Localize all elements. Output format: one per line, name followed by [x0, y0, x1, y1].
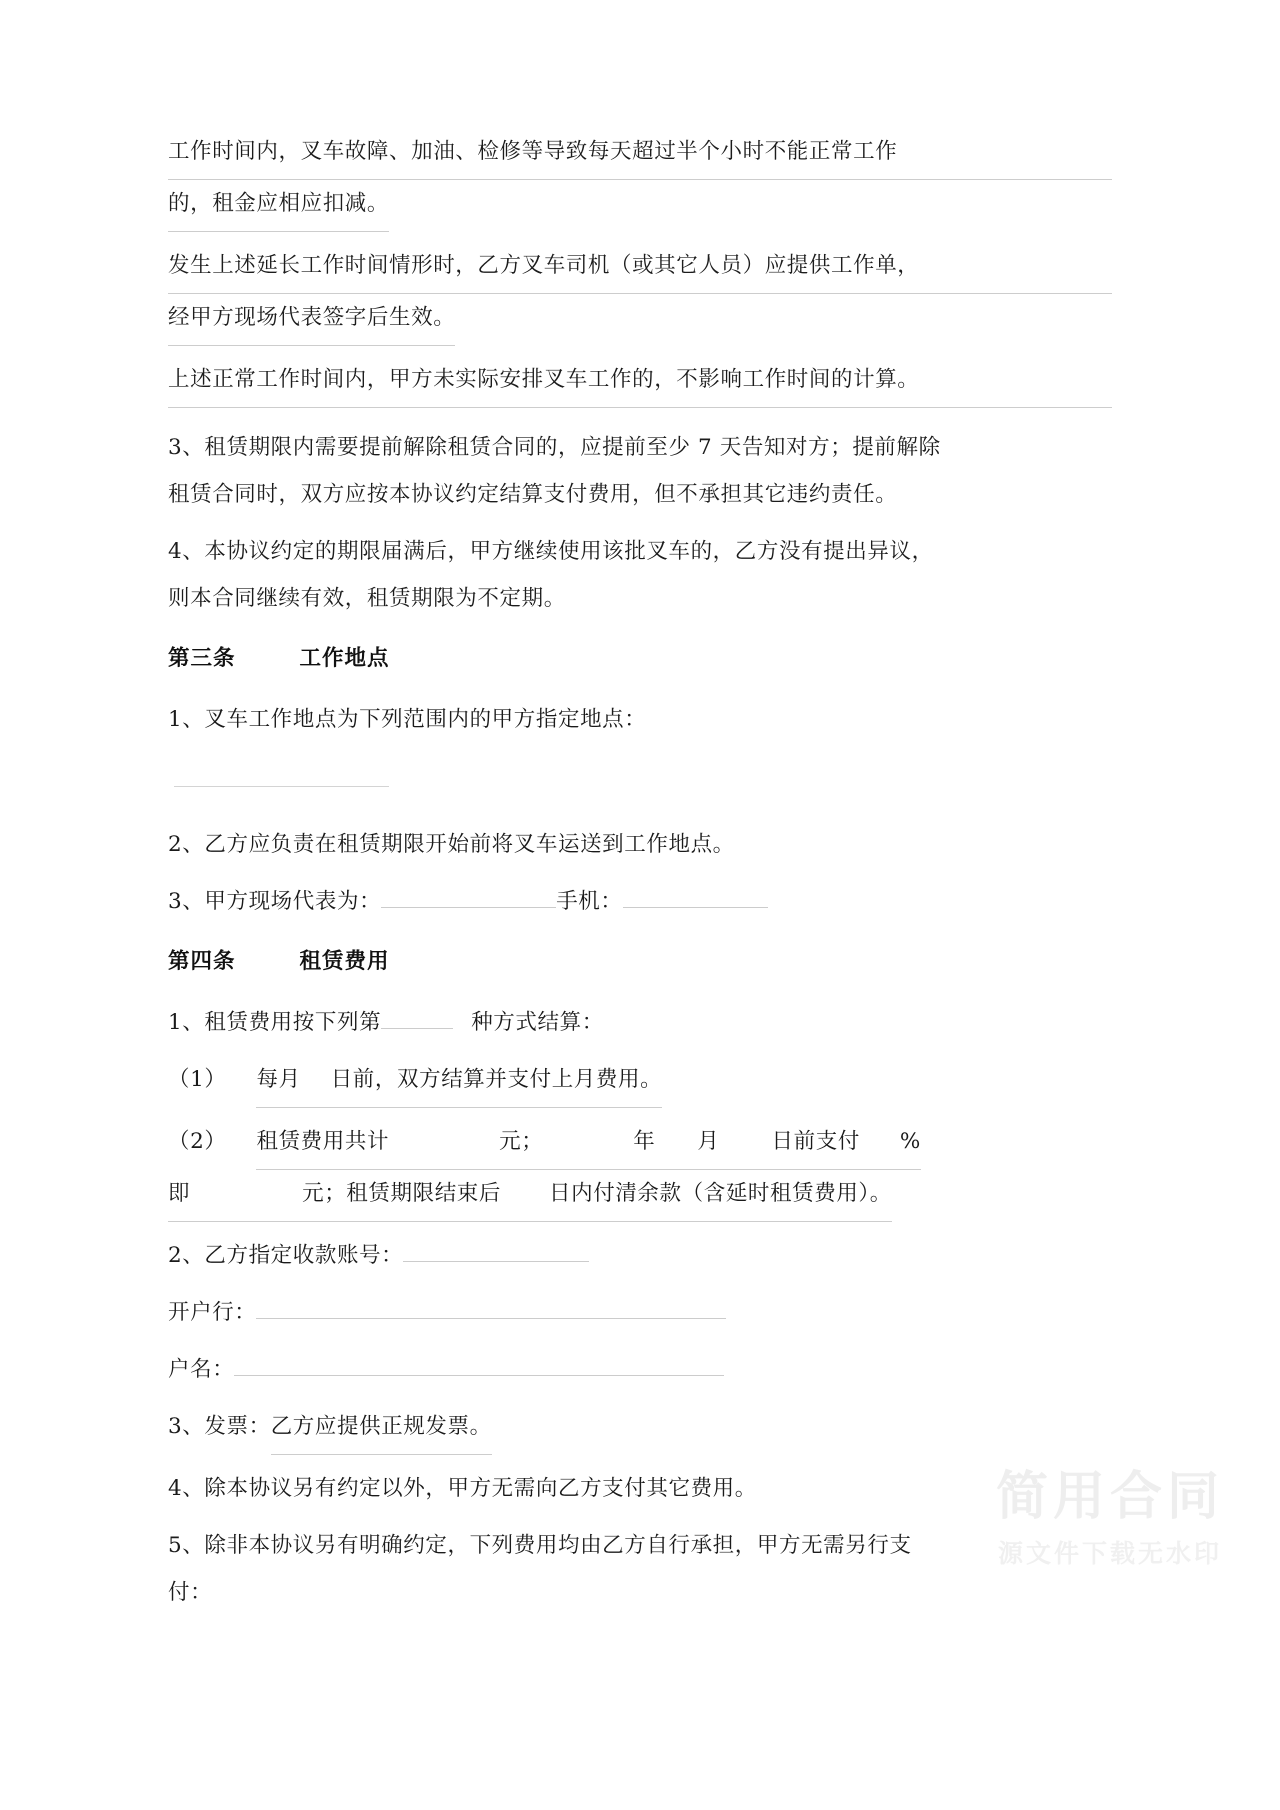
bank-branch-input[interactable]: [256, 1292, 726, 1319]
article-4-item-3: [168, 1403, 1112, 1455]
paragraph-line: 经甲方现场代表签字后生效。: [168, 294, 455, 346]
option-2-total-input[interactable]: [389, 1122, 499, 1148]
article-4-item-1: [168, 999, 1112, 1046]
option-2-unit: 元；: [499, 1129, 544, 1154]
article-4-item-4: 4、除本协议另有约定以外，甲方无需向乙方支付其它费用。: [168, 1476, 757, 1501]
article-4-heading-title: 租赁费用: [299, 949, 390, 974]
bank-branch-label: 开户行：: [168, 1300, 257, 1325]
mobile-phone-label: 手机：: [556, 889, 623, 914]
bank-branch-row: [168, 1289, 1112, 1336]
option-2-line2-text: [168, 1170, 892, 1222]
watermark-subtitle: 源文件下载无水印: [997, 1539, 1222, 1568]
paragraph-line: 上述正常工作时间内，甲方未实际安排叉车工作的，不影响工作时间的计算。: [168, 356, 1112, 408]
paragraph-line: 的，租金应相应扣减。: [168, 180, 389, 232]
article-3-item-3: [168, 878, 1112, 925]
settlement-method-prefix: 1、租赁费用按下列第: [168, 1010, 382, 1035]
article-3-heading-number: 第三条: [168, 646, 236, 671]
article-3-item-2: 2、乙方应负责在租赁期限开始前将叉车运送到工作地点。: [168, 832, 735, 857]
work-location-blank-field[interactable]: [174, 785, 389, 787]
option-2-year-input[interactable]: [543, 1122, 633, 1148]
site-representative-label: 3、甲方现场代表为：: [168, 889, 382, 914]
settlement-method-suffix: 种方式结算：: [471, 1010, 604, 1035]
option-2-ie-label: 即: [168, 1181, 191, 1206]
option-2-year-label: 年: [633, 1129, 656, 1154]
paragraph-working-hours: [168, 128, 1112, 232]
option-1-marker: （1）: [168, 1067, 227, 1092]
option-1-rest: 日前，双方结算并支付上月费用。: [330, 1067, 663, 1092]
option-2-balance-suffix: 日内付清余款（含延时租赁费用）。: [549, 1181, 892, 1206]
paragraph-line: 5、除非本协议另有明确约定，下列费用均由乙方自行承担，甲方无需另行支: [168, 1533, 912, 1558]
account-name-label: 户名：: [168, 1357, 235, 1382]
option-2-balance-prefix: 元；租赁期限结束后: [302, 1181, 502, 1206]
paragraph-line: 3、租赁期限内需要提前解除租赁合同的，应提前至少 7 天告知对方；提前解除: [168, 435, 941, 460]
option-1-monthly-label: 每月: [256, 1067, 301, 1092]
clause-item-3-early-termination: [168, 424, 1112, 518]
site-representative-input[interactable]: [381, 881, 556, 908]
payment-option-2: [168, 1118, 1112, 1170]
option-2-month-input[interactable]: [655, 1122, 697, 1148]
paragraph-line: 发生上述延长工作时间情形时，乙方叉车司机（或其它人员）应提供工作单，: [168, 242, 1112, 294]
article-3-item-1: 1、叉车工作地点为下列范围内的甲方指定地点：: [168, 707, 647, 732]
payment-option-2-line-2: [168, 1170, 1112, 1222]
watermark-title: 简用合同: [995, 1466, 1224, 1527]
article-3-heading-title: 工作地点: [299, 646, 390, 671]
article-3-heading: [168, 632, 1112, 686]
paragraph-overtime-worksheet: [168, 242, 1112, 346]
payee-account-label: 2、乙方指定收款账号：: [168, 1243, 404, 1268]
article-4-heading-number: 第四条: [168, 949, 236, 974]
paragraph-line: 付：: [168, 1580, 213, 1605]
option-2-pay-before: 日前支付: [771, 1129, 860, 1154]
paragraph-line: 则本合同继续有效，租赁期限为不定期。: [168, 586, 566, 611]
payee-account-input[interactable]: [403, 1235, 589, 1262]
paragraph-normal-hours-calc: [168, 356, 1112, 408]
paragraph-line: 租赁合同时，双方应按本协议约定结算支付费用，但不承担其它违约责任。: [168, 482, 898, 507]
option-2-marker: （2）: [168, 1129, 227, 1154]
option-2-day-input[interactable]: [720, 1122, 772, 1148]
account-name-row: [168, 1346, 1112, 1393]
mobile-phone-input[interactable]: [623, 881, 768, 908]
settlement-method-input[interactable]: [381, 1002, 453, 1029]
option-2-amount-input[interactable]: [190, 1174, 302, 1200]
account-name-input[interactable]: [234, 1349, 724, 1376]
option-2-text: [256, 1118, 920, 1170]
clause-item-4-auto-renewal: [168, 528, 1112, 622]
article-4-item-2: [168, 1232, 1112, 1279]
invoice-statement: 乙方应提供正规发票。: [271, 1403, 492, 1455]
paragraph-line: 工作时间内，叉车故障、加油、检修等导致每天超过半个小时不能正常工作: [168, 128, 1112, 180]
option-2-percent-input[interactable]: [860, 1122, 900, 1148]
option-2-month-label: 月: [697, 1129, 720, 1154]
article-4-item-5: [168, 1522, 1112, 1616]
paragraph-line: 4、本协议约定的期限届满后，甲方继续使用该批叉车的，乙方没有提出异议，: [168, 539, 934, 564]
invoice-label: 3、发票：: [168, 1414, 271, 1439]
document-content: [168, 128, 1112, 1616]
payment-option-1: [168, 1056, 1112, 1108]
option-2-percent-label: %: [899, 1129, 921, 1154]
option-2-total-label: 租赁费用共计: [256, 1129, 390, 1154]
option-2-balance-days-input[interactable]: [501, 1174, 549, 1200]
article-4-heading: [168, 935, 1112, 989]
option-1-text: [256, 1056, 662, 1108]
